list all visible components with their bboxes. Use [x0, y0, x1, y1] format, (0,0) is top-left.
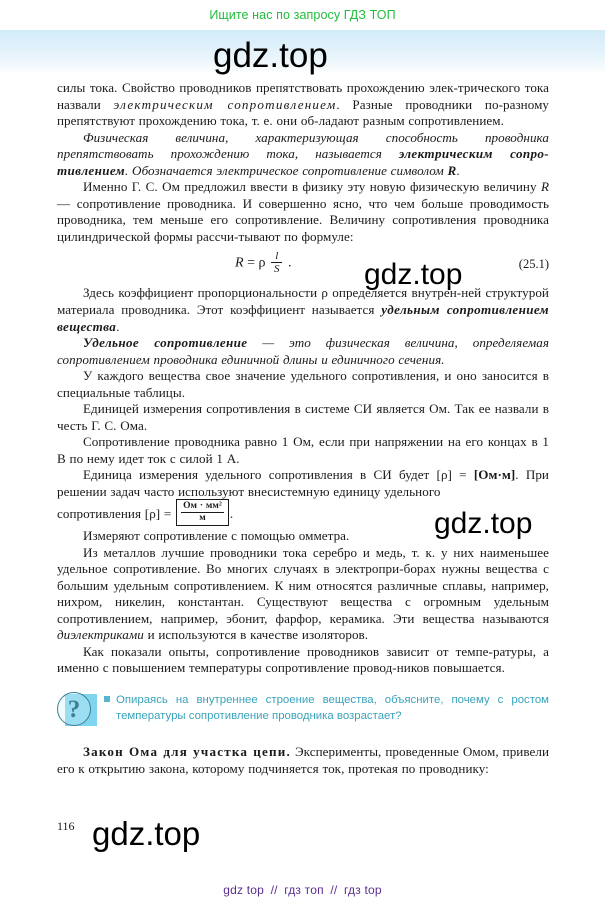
paragraph-12 — [57, 545, 549, 644]
paragraph-9-part-a: Единица измерения удельного сопротивления в СИ будет [ρ] = — [83, 467, 474, 483]
paragraph-12-part-a: Из металлов лучшие проводники тока серебро и медь, т. к. у них наименьшее удельное сопротивление. Во многих случаях в электропри-борах нужны вещества с большим удельным сопротивлением. К ним относятся различные сплавы, например, нихром, никелин, константан. Существуют вещества с огромным удельным сопротивлением, например, эбонит, фарфор, керамика. Эти вещества называются — [57, 544, 549, 626]
paragraph-6: У каждого вещества свое значение удельного сопротивления, и оно заносится в специальные таблицы. — [57, 368, 549, 400]
promo-bar — [0, 0, 605, 30]
question-text: Опираясь на внутреннее строение вещества, объясните, почему с ростом температуры сопротивление проводника возрастает? — [116, 694, 549, 722]
paragraph-2-part-a: Физическая величина, характеризующая способность проводника препятствовать прохождению тока, называется — [57, 129, 549, 162]
footer-part-3: гдз top — [343, 883, 382, 897]
symbol-r-variable: R — [540, 179, 549, 195]
paragraph-7: Единицей измерения сопротивления в системе СИ является Ом. Так ее назвали в честь Г. С. Ома. — [57, 401, 549, 433]
paragraph-10 — [57, 501, 549, 529]
formula-fraction — [271, 250, 283, 275]
question-mark-icon — [57, 690, 97, 730]
formula-equals: = — [247, 256, 255, 272]
paragraph-8: Сопротивление проводника равно 1 Ом, если при напряжении на его концах в 1 В по нему идет ток с силой 1 А. — [57, 434, 549, 466]
page-number: 116 — [57, 819, 75, 833]
formula-lhs: R — [235, 256, 244, 272]
watermark-top: gdz.top — [213, 36, 328, 75]
paragraph-3-part-b: — сопротивление проводника. И совершенно ясно, что чем больше проводимость проводника, тем меньше его сопротивление. Величину сопротивления проводника цилиндрической формы рассчи-тывают по формуле: — [57, 195, 549, 244]
formula-number: (25.1) — [518, 257, 549, 272]
footer-part-2: гдз топ — [284, 883, 324, 897]
paragraph-4-part-a: Здесь коэффициент пропорциональности ρ определяется внутрен-ней структурой материала проводника. Этот коэффициент называется — [57, 285, 549, 318]
header-gradient-band — [0, 30, 605, 74]
paragraph-10-part-a: сопротивления [ρ] = — [57, 505, 176, 521]
si-unit-ohm-meter: [Ом·м] — [473, 467, 516, 483]
paragraph-12-part-b: и используются в качестве изоляторов. — [143, 627, 369, 643]
formula-expression — [235, 251, 291, 276]
term-electrical-resistance-bold: электрическим сопро-тивлением — [57, 146, 549, 178]
paragraph-9 — [57, 467, 549, 500]
paragraph-5-part-a: — это физическая величина, определяемая сопротивлением проводника единичной длины и единичного сечения. — [57, 335, 549, 367]
paragraph-5 — [57, 335, 549, 368]
footer-separator-2: // — [330, 883, 338, 897]
watermark-bottom: gdz.top — [92, 815, 201, 852]
unit-fraction-box — [176, 499, 229, 526]
paragraph-10-part-b: . — [229, 505, 234, 521]
paragraph-2-part-b: . Обозначается электрическое сопротивление символом — [125, 162, 448, 178]
formula-row-25-1 — [57, 249, 549, 283]
unit-fraction-denominator: м — [181, 512, 224, 525]
heading-ohms-law: Закон Ома для участка цепи. — [83, 744, 291, 759]
term-electrical-resistance-italic: электрическим сопротивлением — [113, 96, 337, 112]
footer — [0, 883, 605, 897]
paragraph-1 — [57, 80, 549, 130]
paragraph-2-part-c: . — [456, 162, 460, 178]
paragraph-2 — [57, 130, 549, 180]
question-body — [116, 690, 549, 724]
symbol-r-inline: R — [447, 162, 457, 178]
footer-part-1: gdz top — [223, 883, 265, 897]
question-icon-glyph: ? — [67, 695, 81, 723]
footer-separator-1: // — [270, 883, 278, 897]
formula-denominator: S — [271, 262, 283, 275]
formula-rho: ρ — [258, 256, 266, 272]
page-content — [57, 80, 549, 777]
paragraph-9-part-b: . При решении задач часто используют внесистемную единицу удельного — [57, 467, 549, 500]
paragraph-4 — [57, 285, 549, 335]
paragraph-1-part-a: силы тока. Свойство проводников препятствовать прохождению элек-трического тока назвали — [57, 80, 549, 112]
unit-fraction-numerator: Ом · мм² — [183, 501, 222, 512]
watermark-formula: gdz.top — [364, 258, 463, 291]
question-callout — [57, 690, 549, 734]
paragraph-14-part-a: Эксперименты, проведенные Омом, привели его к открытию закона, которому подчиняется ток, протекая по проводнику: — [57, 744, 550, 776]
paragraph-14 — [57, 744, 549, 777]
paragraph-13: Как показали опыты, сопротивление проводников зависит от темпе-ратуры, а именно с повышением температуры сопротивление провод-ников повышается. — [57, 643, 549, 676]
promo-text: Ищите нас по запросу ГДЗ ТОП — [209, 8, 396, 22]
paragraph-1-part-b: . Разные проводники по-разному препятствуют прохождению тока, т. е. они об-ладают разным сопротивлением. — [57, 96, 550, 129]
term-resistivity-definition: Удельное сопротивление — [83, 335, 248, 351]
paragraph-4-part-b: . — [116, 318, 120, 334]
formula-numerator: l — [275, 250, 279, 263]
question-bullet-icon — [104, 696, 110, 702]
textbook-page — [0, 74, 605, 909]
paragraph-3-part-a: Именно Г. С. Ом предложил ввести в физику эту новую физическую величину — [83, 179, 541, 195]
paragraph-3 — [57, 179, 549, 245]
formula-period: . — [287, 256, 292, 272]
term-resistivity-bold: удельным сопротивлением вещества — [57, 302, 549, 334]
watermark-middle: gdz.top — [434, 507, 533, 540]
term-dielectrics-italic: диэлектриками — [57, 627, 144, 643]
paragraph-11: Измеряют сопротивление с помощью омметра. — [83, 528, 350, 544]
